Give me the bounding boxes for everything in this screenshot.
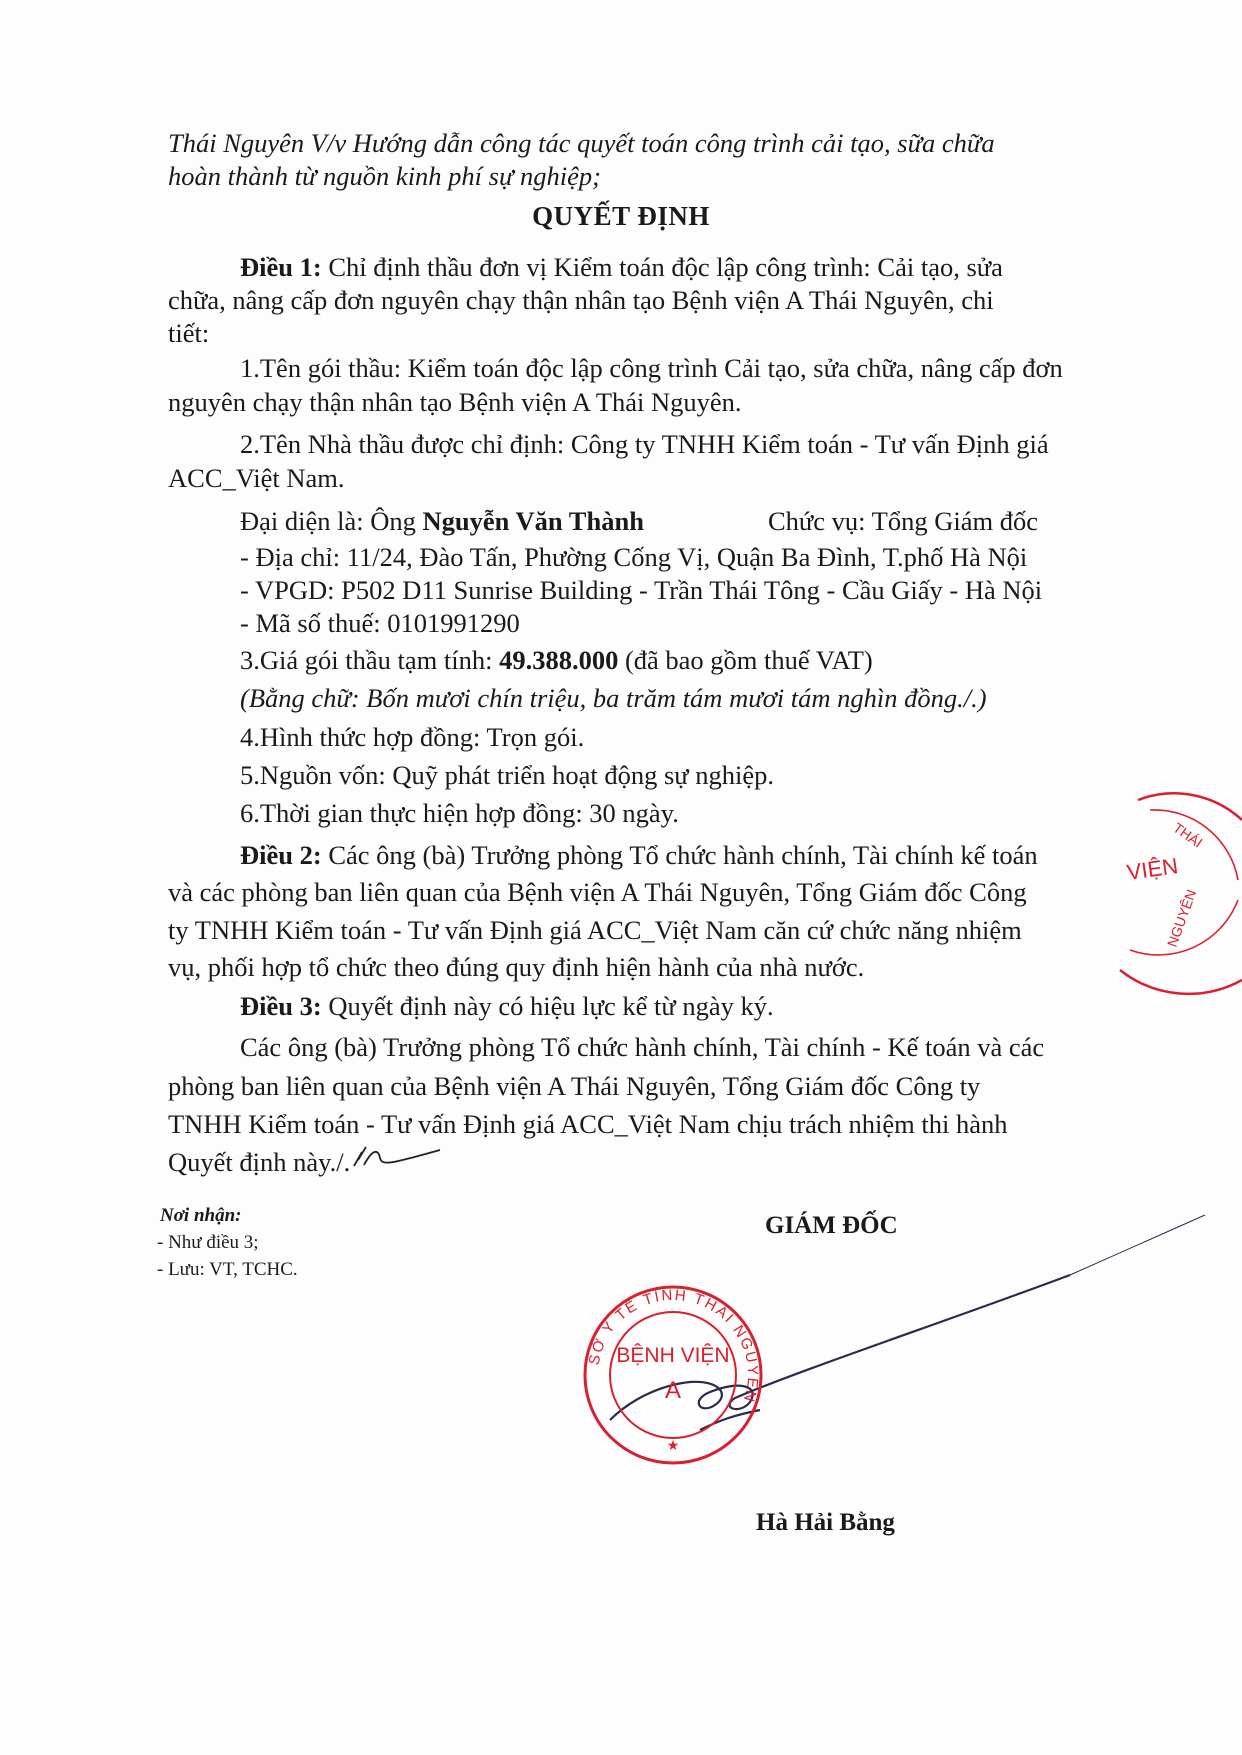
article-1-line-3: tiết: [168,318,210,348]
article-2-line-4: vụ, phối hợp tổ chức theo đúng quy định hiện hành của nhà nước. [168,952,865,982]
item-3-prefix: 3.Giá gói thầu tạm tính: [240,645,500,675]
contractor-tax-code: - Mã số thuế: 0101991290 [240,608,520,638]
article-2-line-2: và các phòng ban liên quan của Bệnh viện A Thái Nguyên, Tổng Giám đốc Công [168,877,1027,907]
stamp-center-letter: A [664,1377,682,1404]
item-4: 4.Hình thức hợp đồng: Trọn gói. [240,722,585,752]
article-1-line-2: chữa, nâng cấp đơn nguyên chạy thận nhân tạo Bệnh viện A Thái Nguyên, chi [168,285,994,315]
signer-title: GIÁM ĐỐC [765,1212,898,1239]
representative-name: Nguyễn Văn Thành [422,506,644,536]
edge-stamp [1120,793,1242,994]
recipients-heading: Nơi nhận: [160,1205,242,1226]
representative-prefix: Đại diện là: Ông [240,506,423,536]
article-3-para-line-1: Các ông (bà) Trưởng phòng Tổ chức hành chính, Tài chính - Kế toán và các [240,1032,1045,1062]
document-title: QUYẾT ĐỊNH [532,201,710,231]
contractor-address: - Địa chỉ: 11/24, Đào Tấn, Phường Cống Vị, Quận Ba Đình, T.phố Hà Nội [240,542,1028,572]
article-3-text: Quyết định này có hiệu lực kể từ ngày ký. [328,991,774,1021]
article-2-line-3: ty TNHH Kiểm toán - Tư vấn Định giá ACC_Việt Nam căn cứ chức năng nhiệm [168,915,1022,945]
stamp-star: ★ [666,1438,680,1454]
initials-mark [354,1147,440,1166]
article-3-para-line-4: Quyết định này./. [168,1147,351,1177]
preamble-line-2: hoàn thành từ nguồn kinh phí sự nghiệp; [168,161,602,191]
recipient-item-2: - Lưu: VT, TCHC. [157,1259,298,1280]
stamp-ring-text: SỞ Y TẾ TỈNH THÁI NGUYÊN [585,1286,762,1406]
article-3-label: Điều 3: [240,991,322,1021]
preamble-line-1: Thái Nguyên V/v Hướng dẫn công tác quyết toán công trình cải tạo, sữa chữa [168,128,995,158]
item-3-amount: 49.388.000 [499,645,619,675]
item-1-line-2: nguyên chạy thận nhân tạo Bệnh viện A Thái Nguyên. [168,387,742,417]
stamp-center-text: BỆNH VIỆN [616,1344,730,1367]
item-2-line-1: 2.Tên Nhà thầu được chỉ định: Công ty TNHH Kiểm toán - Tư vấn Định giá [240,429,1049,459]
item-1-line-1: 1.Tên gói thầu: Kiểm toán độc lập công trình Cải tạo, sửa chữa, nâng cấp đơn [240,353,1063,383]
hospital-stamp [585,1287,761,1463]
amount-in-words: (Bằng chữ: Bốn mươi chín triệu, ba trăm tám mươi tám nghìn đồng./.) [240,683,987,713]
article-1-label: Điều 1: [240,252,322,282]
item-3-suffix: (đã bao gồm thuế VAT) [618,645,873,675]
representative-position: Chức vụ: Tổng Giám đốc [768,506,1039,536]
edge-stamp-text-2: THÁI [1170,819,1206,851]
item-6: 6.Thời gian thực hiện hợp đồng: 30 ngày. [240,798,679,828]
edge-stamp-text-3: NGUYÊN [1163,887,1200,950]
article-3-para-line-2: phòng ban liên quan của Bệnh viện A Thái Nguyên, Tổng Giám đốc Công ty [168,1071,981,1101]
signer-name: Hà Hải Bằng [756,1509,895,1536]
article-3-para-line-3: TNHH Kiểm toán - Tư vấn Định giá ACC_Việt Nam chịu trách nhiệm thi hành [168,1109,1008,1139]
article-1-text: Chỉ định thầu đơn vị Kiểm toán độc lập công trình: Cải tạo, sửa [328,252,1003,282]
item-5: 5.Nguồn vốn: Quỹ phát triển hoạt động sự nghiệp. [240,760,774,790]
recipient-item-1: - Như điều 3; [157,1232,259,1253]
article-2-label: Điều 2: [240,840,322,870]
edge-stamp-text-1: VIỆN [1125,853,1180,885]
contractor-office: - VPGD: P502 D11 Sunrise Building - Trần Thái Tông - Cầu Giấy - Hà Nội [240,575,1043,605]
article-2-text: Các ông (bà) Trưởng phòng Tổ chức hành chính, Tài chính kế toán [328,840,1038,870]
item-2-line-2: ACC_Việt Nam. [168,463,345,493]
